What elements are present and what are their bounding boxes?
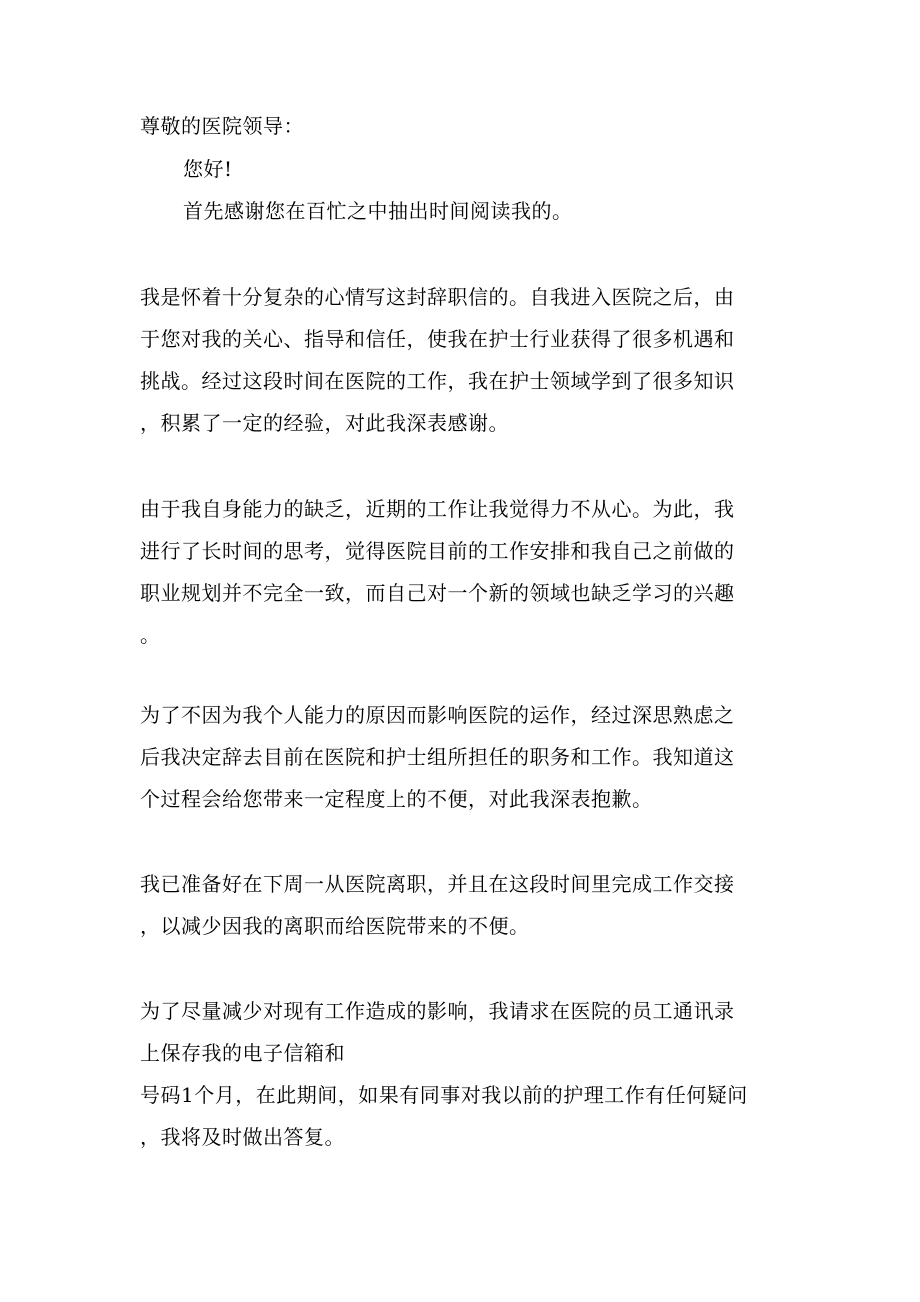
greeting: 您好! (183, 157, 233, 181)
paragraph-line: 由于我自身能力的缺乏，近期的工作让我觉得力不从心。为此，我 (140, 497, 735, 521)
paragraph-line: 个过程会给您带来一定程度上的不便，对此我深表抱歉。 (140, 787, 653, 811)
paragraph-line: 于您对我的关心、指导和信任，使我在护士行业获得了很多机遇和 (140, 327, 735, 351)
paragraph-line: 为了尽量减少对现有工作造成的影响，我请求在医院的员工通讯录 (140, 999, 735, 1023)
paragraph-line: 。 (140, 623, 161, 647)
paragraph-line: ，积累了一定的经验，对此我深表感谢。 (140, 411, 509, 435)
intro-line: 首先感谢您在百忙之中抽出时间阅读我的。 (183, 199, 573, 223)
paragraph-line: 上保存我的电子信箱和 (140, 1041, 345, 1065)
paragraph-line: ，以减少因我的离职而给医院带来的不便。 (140, 914, 530, 938)
salutation: 尊敬的医院领导： (140, 114, 304, 138)
paragraph-line: ，我将及时做出答复。 (140, 1125, 345, 1149)
paragraph-line: 进行了长时间的思考，觉得医院目前的工作安排和我自己之前做的 (140, 539, 735, 563)
paragraph-line: 号码1个月，在此期间，如果有同事对我以前的护理工作有任何疑问 (140, 1083, 748, 1107)
paragraph-line: 我是怀着十分复杂的心情写这封辞职信的。自我进入医院之后，由 (140, 285, 735, 309)
paragraph-line: 职业规划并不完全一致，而自己对一个新的领域也缺乏学习的兴趣 (140, 581, 735, 605)
paragraph-line: 我已准备好在下周一从医院离职，并且在这段时间里完成工作交接 (140, 872, 735, 896)
paragraph-line: 挑战。经过这段时间在医院的工作，我在护士领域学到了很多知识 (140, 369, 735, 393)
paragraph-line: 为了不因为我个人能力的原因而影响医院的运作，经过深思熟虑之 (140, 703, 735, 727)
paragraph-line: 后我决定辞去目前在医院和护士组所担任的职务和工作。我知道这 (140, 745, 735, 769)
